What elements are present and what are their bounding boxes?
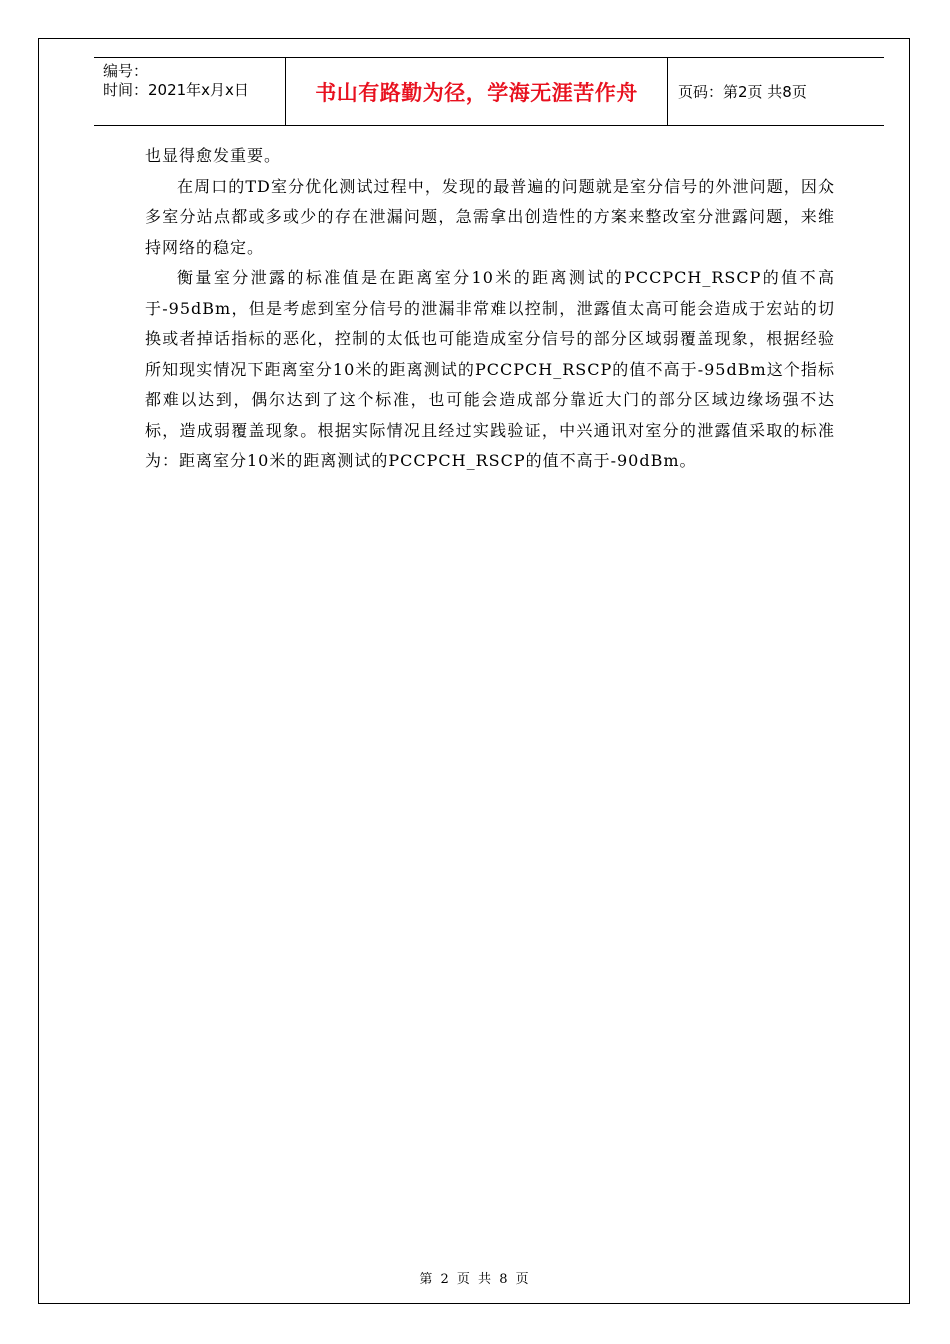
paragraph: 衡量室分泄露的标准值是在距离室分10米的距离测试的PCCPCH_RSCP的值不高于-95dBm，但是考虑到室分信号的泄漏非常难以控制，泄露值太高可能会造成于宏站的切换或者掉话指标的恶化，控制的太低也可能造成室分信号的部分区域弱覆盖现象，根据经验所知现实情况下距离室分10米的距离测试的PCCPCH_RSCP的值不高于-95dBm这个指标都难以达到，偶尔达到了这个标准，也可能会造成部分靠近大门的部分区域边缘场强不达标，造成弱覆盖现象。根据实际情况且经过实践验证，中兴通讯对室分的泄露值采取的标准为：距离室分10米的距离测试的PCCPCH_RSCP的值不高于-90dBm。 (145, 268, 835, 470)
paragraph: 在周口的TD室分优化测试过程中，发现的最普遍的问题就是室分信号的外泄问题，因众多室分站点都或多或少的存在泄漏问题，急需拿出创造性的方案来整改室分泄露问题，来维持网络的稳定。 (145, 176, 835, 257)
document-body (145, 141, 835, 477)
page-footer: 第 2 页 共 8 页 (419, 1272, 531, 1287)
header-meta (94, 58, 286, 125)
header-page-label: 页码：第2页 共8页 (678, 83, 807, 101)
document-number-label: 编号： (103, 62, 149, 80)
paragraph-continuation: 也显得愈发重要。 (145, 146, 282, 165)
document-time-label: 时间：2021年x月x日 (103, 81, 249, 99)
header-motto: 书山有路勤为径，学海无涯苦作舟 (286, 58, 668, 125)
page-header (94, 57, 884, 126)
